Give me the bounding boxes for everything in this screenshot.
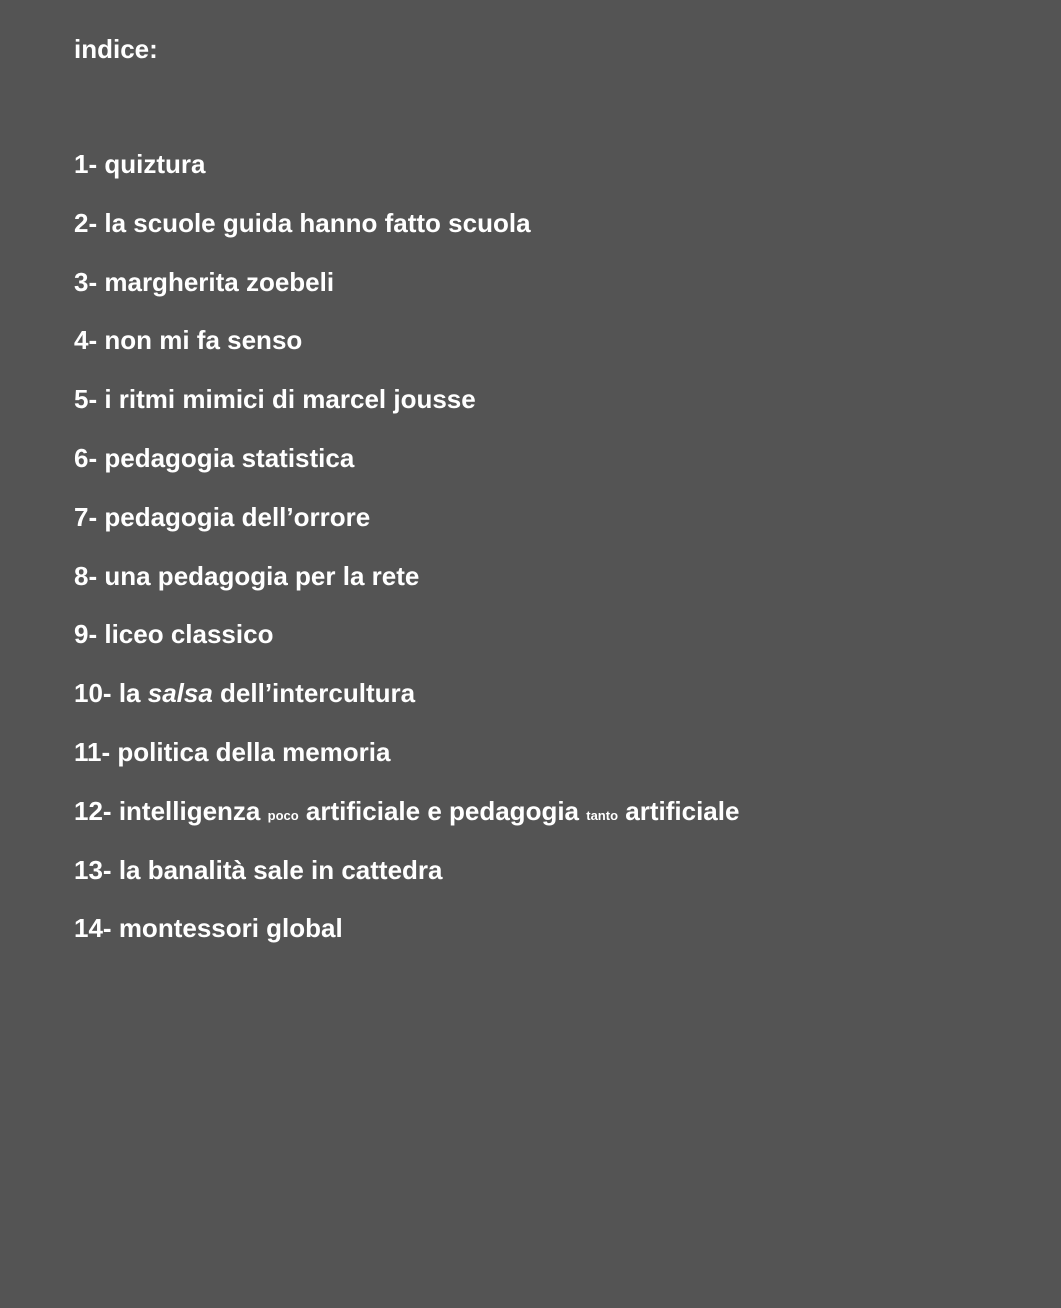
toc-item-text: i ritmi mimici di marcel jousse	[104, 384, 476, 415]
toc-item-number: 5-	[74, 384, 98, 415]
toc-item-3	[74, 266, 739, 325]
toc-item-text: la scuole guida hanno fatto scuola	[104, 207, 531, 238]
toc-item-number: 6-	[74, 442, 98, 473]
toc-item-13	[74, 854, 739, 913]
toc-item-text: la banalità sale in cattedra	[118, 854, 443, 885]
toc-item-7	[74, 501, 739, 560]
toc-item-text: quiztura	[104, 149, 206, 179]
toc-item-text: liceo classico	[104, 619, 274, 650]
toc-item-number: 10-	[74, 678, 112, 709]
toc-item-number: 9-	[74, 619, 98, 650]
toc-item-10	[74, 677, 739, 736]
toc-item-8	[74, 560, 739, 619]
toc-item-text: una pedagogia per la rete	[104, 560, 420, 591]
toc-item-small-word-1: poco	[267, 807, 299, 823]
toc-item-number: 2-	[74, 207, 98, 238]
toc-item-number: 4-	[74, 325, 98, 356]
toc-item-text: politica della memoria	[117, 736, 391, 767]
toc-item-text-part-1: intelligenza	[118, 795, 261, 826]
toc-item-small-word-2: tanto	[586, 807, 619, 823]
toc-item-number: 1-	[74, 149, 98, 179]
toc-item-text-before: la	[118, 678, 141, 709]
toc-item-text-part-3: artificiale	[625, 795, 740, 826]
toc-item-2	[74, 207, 739, 266]
toc-item-number: 14-	[74, 913, 112, 944]
toc-item-11	[74, 736, 739, 795]
index-title: indice:	[74, 34, 158, 64]
toc-item-number: 8-	[74, 560, 98, 591]
toc-item-14	[74, 912, 739, 971]
toc-item-text: margherita zoebeli	[104, 266, 335, 297]
toc-item-number: 7-	[74, 501, 98, 532]
toc-item-4	[74, 324, 739, 383]
toc-item-text-italic: salsa	[147, 678, 213, 709]
toc-item-12	[74, 795, 739, 854]
toc-item-text: montessori global	[118, 913, 343, 944]
toc-item-number: 12-	[74, 795, 112, 826]
toc-item-text: pedagogia statistica	[104, 442, 355, 473]
toc-item-text-after: dell’intercultura	[220, 678, 416, 709]
toc-item-number: 13-	[74, 854, 112, 885]
toc-item-9	[74, 618, 739, 677]
toc-item-text: pedagogia dell’orrore	[104, 501, 371, 532]
toc-item-1	[74, 148, 739, 207]
toc-item-text-part-2: artificiale e pedagogia	[305, 795, 580, 826]
toc-item-6	[74, 442, 739, 501]
table-of-contents	[74, 148, 739, 971]
toc-item-number: 3-	[74, 266, 98, 297]
toc-item-text: non mi fa senso	[104, 325, 303, 356]
toc-item-5	[74, 383, 739, 442]
toc-item-number: 11-	[74, 736, 111, 767]
